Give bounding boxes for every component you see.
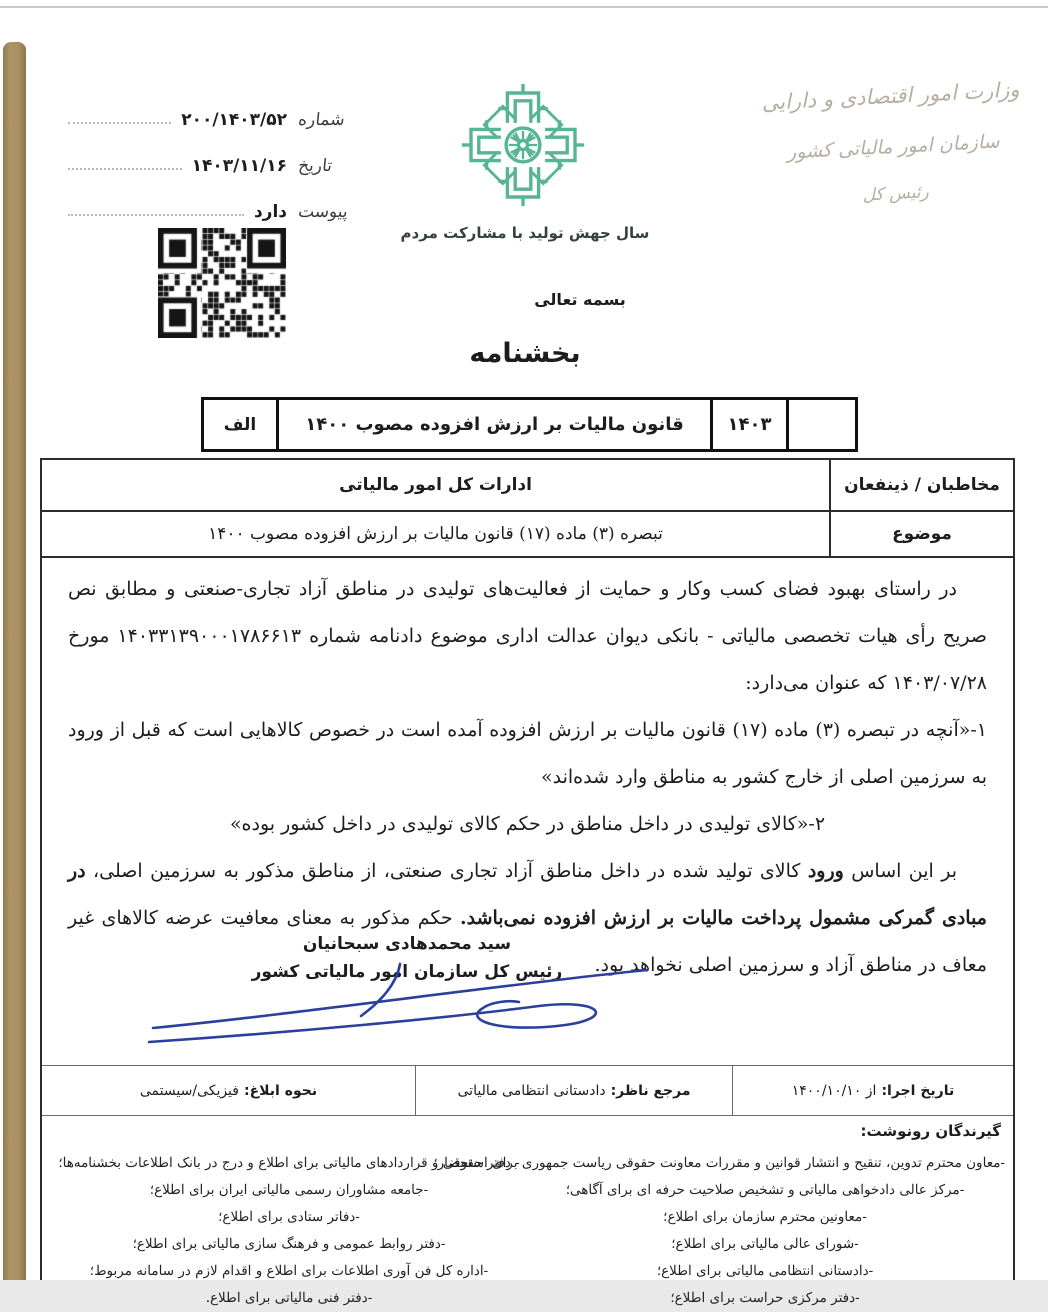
date-value: ۱۴۰۳/۱۱/۱۶ — [191, 156, 287, 176]
footer-row — [42, 1066, 1013, 1116]
body-paragraphs — [42, 558, 1013, 989]
execution-date-label: تاریخ اجرا: — [881, 1082, 955, 1099]
letterhead-calligraphy — [744, 63, 1041, 224]
number-value: ۲۰۰/۱۴۰۳/۵۲ — [181, 110, 287, 130]
subject-row — [42, 512, 1013, 558]
signature-block — [182, 930, 632, 986]
recipient-item: -دفتر مرکزی حراست برای اطلاع؛ — [670, 1290, 860, 1306]
scan-top-edge — [0, 6, 1048, 8]
year-cell: ۱۴۰۳ — [710, 400, 786, 449]
delivery-method-value: فیزیکی/سیستمی — [139, 1082, 239, 1099]
dotted-line — [68, 122, 171, 124]
law-title-cell: قانون مالیات بر ارزش افزوده مصوب ۱۴۰۰ — [276, 400, 710, 449]
body-paragraph: ۲-«کالای تولیدی در داخل مناطق در حکم کالای تولیدی در داخل کشور بوده» — [229, 813, 826, 835]
recipient-item: -دفتر روابط عمومی و فرهنگ سازی مالیاتی برای اطلاع؛ — [132, 1236, 446, 1252]
recipient-item: -مرکز عالی دادخواهی مالیاتی و تشخیص صلاحیت حرفه ای برای آگاهی؛ — [565, 1182, 965, 1198]
meta-row-number — [68, 84, 353, 130]
year-slogan: سال جهش تولید با مشارکت مردم — [400, 224, 650, 242]
recipient-item: -معاون محترم تدوین، تنقیح و انتشار قوانین و مقررات معاونت حقوقی ریاست جمهوری برای استحضار؛ — [433, 1155, 1005, 1171]
attachment-label: پیوست — [295, 202, 348, 222]
recipient-item: -معاونین محترم سازمان برای اطلاع؛ — [663, 1209, 867, 1225]
meta-row-date — [68, 130, 353, 176]
subject-label: موضوع — [829, 512, 1013, 556]
recipient-item: -اداره کل فن آوری اطلاعات برای اطلاع و اقدام لازم در سامانه مربوط؛ — [89, 1263, 489, 1279]
recipient-item: -دفاتر ستادی برای اطلاع؛ — [218, 1209, 360, 1225]
class-code-cell: الف — [223, 414, 257, 435]
supervisor-cell — [415, 1066, 732, 1115]
body-row — [42, 558, 1013, 1066]
number-label: شماره — [295, 110, 345, 130]
qr-code — [158, 228, 286, 338]
main-table — [40, 458, 1015, 1306]
recipients-col-right — [433, 1150, 1005, 1312]
document-meta — [68, 84, 353, 222]
empty-cell — [786, 400, 855, 449]
execution-date-value: از ۱۴۰۰/۱۰/۱۰ — [791, 1082, 877, 1099]
delivery-method-cell — [42, 1066, 415, 1115]
signer-title: رئیس کل سازمان امور مالیاتی کشور — [251, 962, 563, 982]
organization-name: سازمان امور مالیاتی کشور — [786, 130, 1001, 164]
recipient-item: -دادستانی انتظامی مالیاتی برای اطلاع؛ — [656, 1263, 874, 1279]
supervisor-label: مرجع ناظر: — [610, 1082, 691, 1099]
execution-date-cell — [732, 1066, 1013, 1115]
recipients-title: گیرندگان رونوشت: — [860, 1122, 1001, 1140]
document-type-title: بخشنامه — [469, 338, 581, 369]
audience-row — [42, 460, 1013, 512]
office-name: رئیس کل — [862, 182, 930, 206]
tax-administration-emblem-icon — [455, 80, 591, 210]
dotted-line — [68, 168, 182, 170]
audience-value: ادارات کل امور مالیاتی — [339, 475, 532, 495]
meta-row-attachment — [68, 176, 353, 222]
attachment-value: دارد — [253, 202, 287, 222]
recipients-section — [42, 1116, 1013, 1306]
date-label: تاریخ — [295, 156, 333, 176]
audience-label: مخاطبان / ذینفعان — [829, 460, 1013, 510]
signer-name: سید محمدهادی سبحانیان — [302, 934, 512, 954]
recipients-col-left — [48, 1150, 530, 1312]
supervisor-value: دادستانی انتظامی مالیاتی — [457, 1082, 606, 1099]
recipient-item: -دفتر فنی مالیاتی برای اطلاع. — [205, 1290, 373, 1306]
recipient-item: -شورای عالی مالیاتی برای اطلاع؛ — [671, 1236, 859, 1252]
delivery-method-label: نحوه ابلاغ: — [243, 1082, 318, 1099]
recipient-item: -جامعه مشاوران رسمی مالیاتی ایران برای اطلاع؛ — [149, 1182, 429, 1198]
recipient-item: - دفتر حقوقی و قراردادهای مالیاتی برای اطلاع و درج در بانک اطلاعات بخشنامه‌ها؛ — [58, 1155, 520, 1171]
dotted-line — [68, 214, 244, 216]
body-paragraph: بر این اساس ورود کالای تولید شده در داخل مناطق آزاد تجاری صنعتی، از مناطق مذکور به سرزمین اصلی، در مبادی گمرکی مشمول پرداخت مالیات بر ارزش افزوده نمی‌باشد. حکم مذکور به معنای معافیت عرضه کالاهای غیر معاف در مناطق آزاد و سرزمین اصلی نخواهد بود. — [68, 860, 987, 976]
subject-value: تبصره (۳) ماده (۱۷) قانون مالیات بر ارزش افزوده مصوب ۱۴۰۰ — [208, 524, 663, 544]
ministry-name: وزارت امور اقتصادی و دارایی — [761, 77, 1021, 115]
classification-header-row — [201, 397, 858, 452]
body-paragraph: ۱-«آنچه در تبصره (۳) ماده (۱۷) قانون مالیات بر ارزش افزوده آمده است در خصوص کالاهایی است که قبل از ورود به سرزمین اصلی از خارج کشور به مناطق وارد شده‌اند» — [68, 719, 987, 788]
basmala: بسمه تعالی — [534, 290, 626, 309]
scan-binding-strip — [3, 42, 26, 1280]
body-paragraph: در راستای بهبود فضای کسب وکار و حمایت از فعالیت‌های تولیدی در مناطق آزاد تجاری-صنعتی و مطابق نص صریح رأی هیات تخصصی مالیاتی - بانکی دیوان عدالت اداری موضوع دادنامه شماره ۱۴۰۳۳۱۳۹۰۰۰۱۷۸۶۶۱۳ مورخ ۱۴۰۳/۰۷/۲۸ که عنوان می‌دارد: — [68, 578, 988, 694]
